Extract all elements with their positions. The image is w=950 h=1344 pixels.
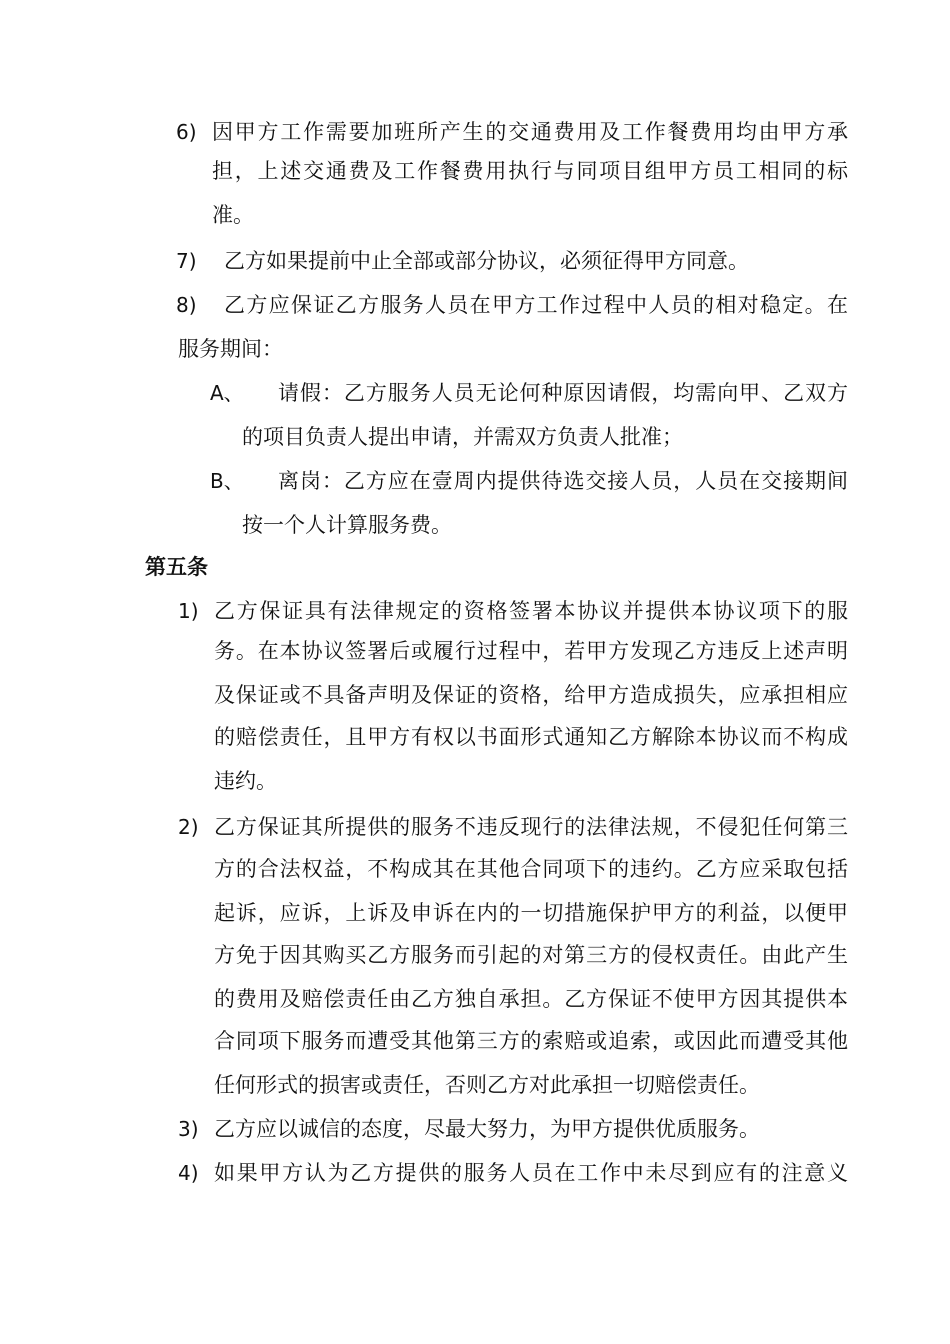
paragraph-line: 起诉，应诉，上诉及申诉在内的一切措施保护甲方的利益，以便甲 xyxy=(214,901,848,925)
paragraph-line: 的赔偿责任，且甲方有权以书面形式通知乙方解除本协议而不构成 xyxy=(214,725,848,749)
paragraph-line: 如果甲方认为乙方提供的服务人员在工作中未尽到应有的注意义 xyxy=(214,1161,848,1185)
paragraph-line: 请假：乙方服务人员无论何种原因请假，均需向甲、乙双方 xyxy=(278,381,848,405)
sub-item-label: B、 xyxy=(210,469,244,493)
paragraph-line: 合同项下服务而遭受其他第三方的索赔或追索，或因此而遭受其他 xyxy=(214,1029,848,1053)
paragraph-line: 方免于因其购买乙方服务而引起的对第三方的侵权责任。由此产生 xyxy=(214,943,848,967)
paragraph-line: 乙方应保证乙方服务人员在甲方工作过程中人员的相对稳定。在 xyxy=(224,293,848,317)
paragraph-line: 离岗：乙方应在壹周内提供待选交接人员，人员在交接期间 xyxy=(278,469,848,493)
paragraph-line: 因甲方工作需要加班所产生的交通费用及工作餐费用均由甲方承 xyxy=(212,120,848,144)
item-number: 4) xyxy=(178,1161,199,1185)
paragraph-line: 乙方保证其所提供的服务不违反现行的法律法规，不侵犯任何第三 xyxy=(214,815,848,839)
item-number: 7) xyxy=(176,249,197,273)
item-number: 3) xyxy=(178,1117,199,1141)
item-number: 2) xyxy=(178,815,199,839)
paragraph-line: 乙方如果提前中止全部或部分协议，必须征得甲方同意。 xyxy=(224,249,749,273)
paragraph-line: 违约。 xyxy=(214,769,277,793)
paragraph-line: 务。在本协议签署后或履行过程中，若甲方发现乙方违反上述声明 xyxy=(214,639,848,663)
section-heading: 第五条 xyxy=(145,555,208,579)
paragraph-line: 乙方应以诚信的态度，尽最大努力，为甲方提供优质服务。 xyxy=(214,1117,760,1141)
paragraph-line: 方的合法权益，不构成其在其他合同项下的违约。乙方应采取包括 xyxy=(214,857,848,881)
paragraph-line: 准。 xyxy=(212,203,254,227)
paragraph-line: 服务期间： xyxy=(178,337,283,361)
paragraph-line: 按一个人计算服务费。 xyxy=(242,513,452,537)
sub-item-label: A、 xyxy=(210,381,244,405)
item-number: 8) xyxy=(176,293,197,317)
paragraph-line: 的费用及赔偿责任由乙方独自承担。乙方保证不使甲方因其提供本 xyxy=(214,987,848,1011)
paragraph-line: 任何形式的损害或责任，否则乙方对此承担一切赔偿责任。 xyxy=(214,1073,760,1097)
paragraph-line: 担，上述交通费及工作餐费用执行与同项目组甲方员工相同的标 xyxy=(212,159,848,183)
item-number: 1) xyxy=(178,599,199,623)
item-number: 6) xyxy=(176,120,197,144)
paragraph-line: 的项目负责人提出申请，并需双方负责人批准； xyxy=(242,425,683,449)
paragraph-line: 及保证或不具备声明及保证的资格，给甲方造成损失，应承担相应 xyxy=(214,683,848,707)
paragraph-line: 乙方保证具有法律规定的资格签署本协议并提供本协议项下的服 xyxy=(214,599,848,623)
